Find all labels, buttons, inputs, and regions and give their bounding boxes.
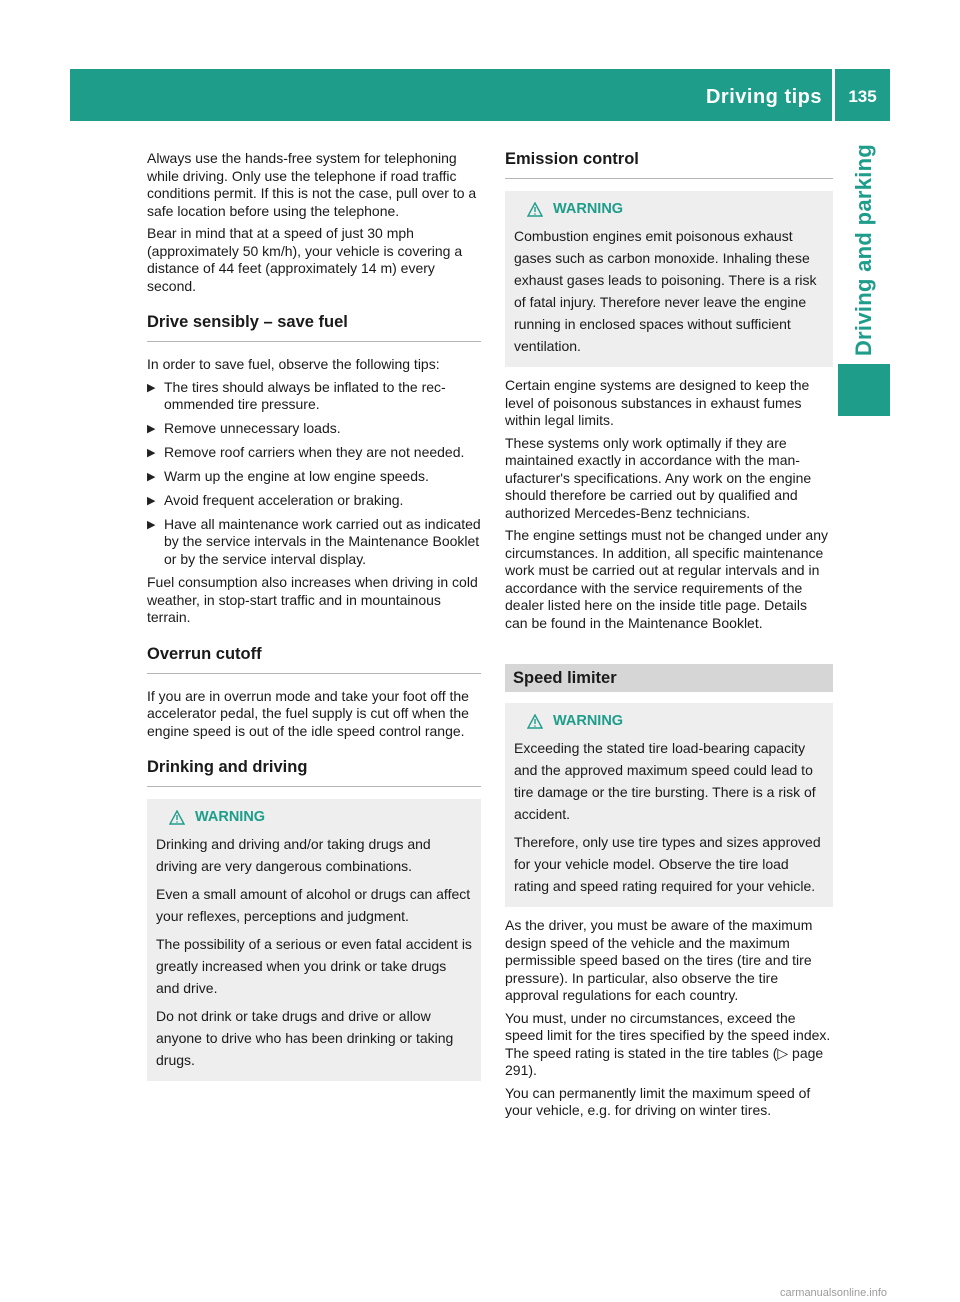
arrow-icon: ▶ (147, 422, 156, 435)
warning-text: Do not drink or take drugs and drive or allow anyone to drive who has been drinking or taking drugs. (156, 1008, 454, 1068)
warning-text: The possibility of a serious or even fatal accident is greatly increased when you drink or take drugs and drive. (156, 936, 472, 996)
body-paragraph: Certain engine systems are designed to keep the level of poisonous substances in exhaust fumes within legal limits. (505, 377, 810, 428)
warning-box (505, 191, 833, 367)
warning-text: Therefore, only use tire types and sizes approved for your vehicle model. Observe the tire load rating and speed rating required for your vehicle. (514, 834, 821, 894)
warning-label: WARNING (553, 713, 624, 729)
list-item: ▶ Remove roof carriers when they are not needed. (147, 443, 465, 460)
heading-save-fuel: Drive sensibly – save fuel (147, 313, 481, 342)
body-paragraph: You must, under no circumstances, exceed the speed limit for the tires specified by the speed index. The speed rating is stated in the tire tables (▷ page 291). (505, 1009, 831, 1078)
overrun-cutoff-text: If you are in overrun mode and take your foot off the accelerator pedal, the fuel supply is cut off when the engine speed is out of the idle speed control range. (147, 687, 469, 739)
body-paragraph: These systems only work optimally if they are maintained exactly in accordance with the manufacturer's specifications. Any work on the engine should therefore be carried out by qualified and authorized Mercedes-Benz technicians. (505, 434, 812, 521)
arrow-icon: ▶ (147, 446, 156, 459)
side-tab-marker (838, 364, 890, 416)
body-paragraph: The engine settings must not be changed under any circumstances. In addition, all specific maintenance work must be carried out at regular intervals and in accordance with the service requirements of the dealer listed here on the inside title page. Details can be found in the Maintenance Booklet. (505, 527, 828, 631)
heading-speed-limiter: Speed limiter (505, 664, 833, 692)
warning-triangle-icon (527, 202, 543, 217)
heading-drinking-driving: Drinking and driving (147, 758, 481, 787)
arrow-icon: ▶ (147, 470, 156, 483)
arrow-icon: ▶ (147, 494, 156, 507)
list-item: ▶ The tires should always be inflated to the recommended tire pressure. (147, 378, 446, 412)
warning-box (147, 799, 481, 1081)
warning-text: Drinking and driving and/or taking drugs and driving are very dangerous combinations. (156, 836, 431, 874)
warning-triangle-icon (527, 714, 543, 729)
right-column (505, 150, 833, 1125)
side-tab-label: Driving and parking (851, 143, 876, 357)
arrow-icon: ▶ (147, 381, 156, 394)
section-title: Driving tips (705, 86, 822, 108)
warning-box (505, 703, 833, 907)
body-paragraph: As the driver, you must be aware of the maximum design speed of the vehicle and the maximum permissible speed based on the tires (tire and tire pressure). In particular, also observe the tire approval regulations for each country. (505, 917, 813, 1003)
list-item: ▶ Warm up the engine at low engine speeds. (147, 467, 429, 484)
save-fuel-closing: Fuel consumption also increases when driving in cold weather, in stop-start traffic and in mountainous terrain. (147, 574, 478, 625)
list-item: ▶ Remove unnecessary loads. (147, 419, 341, 436)
list-item: ▶ Avoid frequent acceleration or braking. (147, 491, 404, 508)
warning-text: Combustion engines emit poisonous exhaust gases such as carbon monoxide. Inhaling these exhaust gases leads to poisoning. There is a risk of fatal injury. Therefore never leave the engine running in enclosed spaces without sufficient ventilation. (514, 228, 817, 354)
body-paragraph: You can permanently limit the maximum speed of your vehicle, e.g. for driving on winter tires. (505, 1084, 811, 1118)
warning-label: WARNING (553, 201, 624, 217)
heading-overrun-cutoff: Overrun cutoff (147, 645, 481, 674)
warning-label: WARNING (195, 809, 266, 825)
left-column (147, 150, 481, 1091)
save-fuel-lead: In order to save fuel, observe the following tips: (147, 356, 440, 372)
list-item: ▶ Have all maintenance work carried out as indicated by the service intervals in the Maintenance Booklet or by the service interval display. (147, 515, 481, 567)
heading-emission-control: Emission control (505, 150, 833, 179)
warning-triangle-icon (169, 810, 185, 825)
warning-header (514, 201, 824, 217)
arrow-icon: ▶ (147, 518, 156, 531)
intro-paragraph: Bear in mind that at a speed of just 30 mph (approximately 50 km/h), your vehicle is covering a distance of 44 feet (approximately 14 m) every second. (147, 225, 463, 294)
warning-text: Even a small amount of alcohol or drugs can affect your reflexes, perceptions and judgment. (156, 886, 471, 924)
warning-header (156, 809, 472, 825)
intro-paragraph: Always use the hands-free system for telephoning while driving. Only use the telephone if road traffic conditions permit. If this is not the case, pull over to a safe location before using the telephone. (147, 150, 477, 219)
page-number: 135 (848, 87, 877, 106)
warning-text: Exceeding the stated tire load-bearing capacity and the approved maximum speed could lead to tire damage or the tire bursting. There is a risk of accident. (514, 740, 816, 822)
warning-header (514, 713, 824, 729)
watermark: carmanualsonline.info (780, 1287, 888, 1299)
